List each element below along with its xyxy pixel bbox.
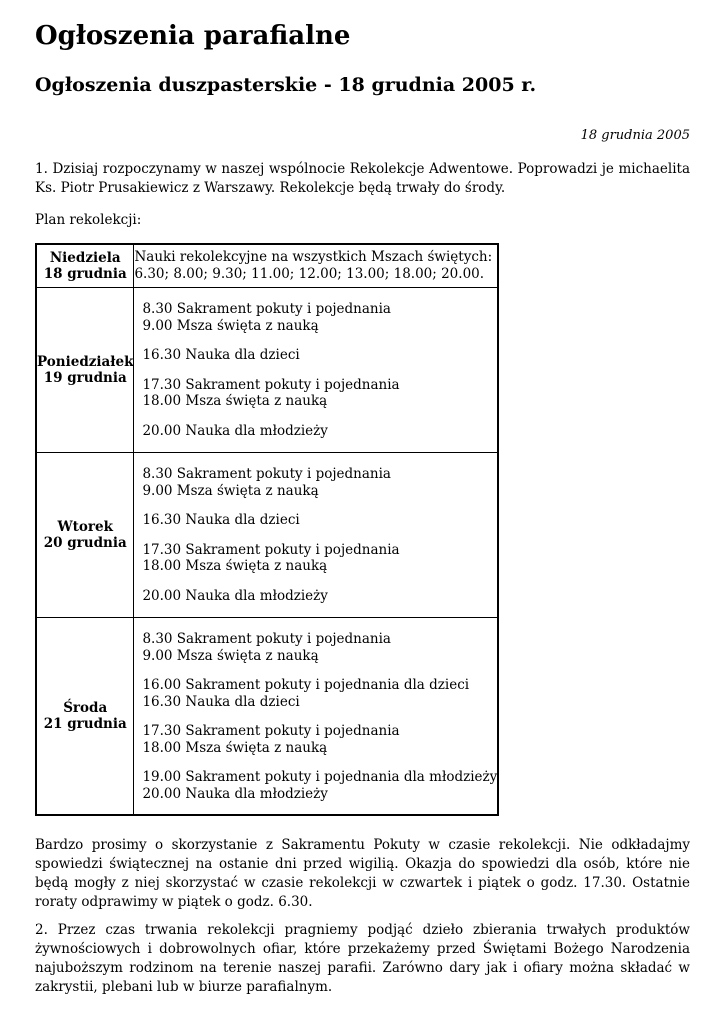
plan-label: Plan rekolekcji:	[35, 212, 142, 228]
day-date: 20 grudnia	[43, 535, 127, 551]
event-group	[142, 677, 497, 710]
event-group	[142, 512, 497, 529]
event-line: 9.00 Msza święta z nauką	[142, 647, 319, 664]
page-subtitle: Ogłoszenia duszpasterskie - 18 grudnia 2005 r.	[35, 74, 537, 96]
table-row	[36, 453, 498, 618]
day-name: Poniedziałek	[37, 353, 134, 370]
event-line: 17.30 Sakrament pokuty i pojednania	[142, 376, 400, 393]
event-line: 6.30; 8.00; 9.30; 11.00; 12.00; 13.00; 18.00; 20.00.	[134, 265, 485, 282]
event-line: 17.30 Sakrament pokuty i pojednania	[142, 541, 400, 558]
retreat-schedule-table	[35, 243, 499, 816]
day-name: Wtorek	[57, 518, 113, 535]
event-line: 18.00 Msza święta z nauką	[142, 393, 328, 409]
event-line: 9.00 Msza święta z nauką	[142, 482, 319, 499]
event-line: 16.30 Nauka dla dzieci	[142, 693, 300, 710]
event-line: 17.30 Sakrament pokuty i pojednania	[142, 723, 400, 739]
event-group	[142, 347, 497, 364]
paragraph-1: 1. Dzisiaj rozpoczynamy w naszej wspólnocie Rekolekcje Adwentowe. Poprowadzi je michaelita Ks. Piotr Prusakiewicz z Warszawy. Rekolekcje będą trwały do środy.	[35, 161, 690, 196]
event-group	[142, 769, 497, 802]
event-line: 18.00 Msza święta z nauką	[142, 739, 328, 756]
event-line: Nauki rekolekcyjne na wszystkich Mszach świętych:	[134, 249, 493, 265]
table-row	[36, 618, 498, 816]
events-cell-sunday	[134, 244, 498, 288]
event-line: 20.00 Nauka dla młodzieży	[142, 422, 328, 439]
day-cell-monday	[36, 288, 134, 453]
day-date: 19 grudnia	[43, 370, 127, 386]
day-cell-wednesday	[36, 618, 134, 816]
events-cell-tuesday	[134, 453, 498, 618]
page-title: Ogłoszenia parafialne	[35, 21, 351, 51]
day-name: Niedziela	[49, 249, 121, 266]
event-line: 8.30 Sakrament pokuty i pojednania	[142, 466, 391, 482]
event-line: 16.30 Nauka dla dzieci	[142, 512, 300, 528]
event-line: 16.30 Nauka dla dzieci	[142, 347, 300, 363]
event-line: 8.30 Sakrament pokuty i pojednania	[142, 301, 391, 317]
event-line: 20.00 Nauka dla młodzieży	[142, 785, 328, 802]
event-line: 20.00 Nauka dla młodzieży	[142, 587, 328, 604]
event-line: 9.00 Msza święta z nauką	[142, 317, 319, 334]
event-group	[142, 723, 497, 756]
day-date: 21 grudnia	[43, 716, 127, 732]
day-date: 18 grudnia	[43, 266, 127, 282]
paragraph-2: 2. Przez czas trwania rekolekcji pragniemy podjąć dzieło zbierania trwałych produktów żywnościowych i dobrowolnych ofiar, które przekażemy przed Świętami Bożego Narodzenia najuboższym rodzinom na terenie naszej parafii. Zarówno dary jak i ofiary można składać w zakrystii, plebani lub w biurze parafialnym.	[35, 922, 690, 995]
event-group	[142, 588, 497, 605]
announcement-date: 18 grudnia 2005	[580, 128, 690, 143]
event-line: 8.30 Sakrament pokuty i pojednania	[142, 631, 391, 647]
events-cell-wednesday	[134, 618, 498, 816]
event-group	[142, 377, 497, 410]
event-group	[142, 466, 497, 499]
confession-paragraph: Bardzo prosimy o skorzystanie z Sakramentu Pokuty w czasie rekolekcji. Nie odkładajmy spowiedzi świątecznej na ostanie dni przed wigilią. Okazja do spowiedzi dla osób, które nie będą mogły z niej skorzystać w czasie rekolekcji w czwartek i piątek o godz. 17.30. Ostatnie roraty odprawimy w piątek o godz. 6.30.	[35, 837, 690, 910]
event-line: 19.00 Sakrament pokuty i pojednania dla młodzieży	[142, 769, 498, 785]
day-cell-tuesday	[36, 453, 134, 618]
table-row	[36, 244, 498, 288]
event-group	[142, 631, 497, 664]
table-row	[36, 288, 498, 453]
event-line: 16.00 Sakrament pokuty i pojednania dla dzieci	[142, 677, 470, 693]
day-cell-sunday	[36, 244, 134, 288]
day-name: Środa	[63, 699, 108, 716]
event-group	[142, 542, 497, 575]
event-group	[142, 301, 497, 334]
event-line: 18.00 Msza święta z nauką	[142, 558, 328, 574]
events-cell-monday	[134, 288, 498, 453]
event-group	[142, 423, 497, 440]
